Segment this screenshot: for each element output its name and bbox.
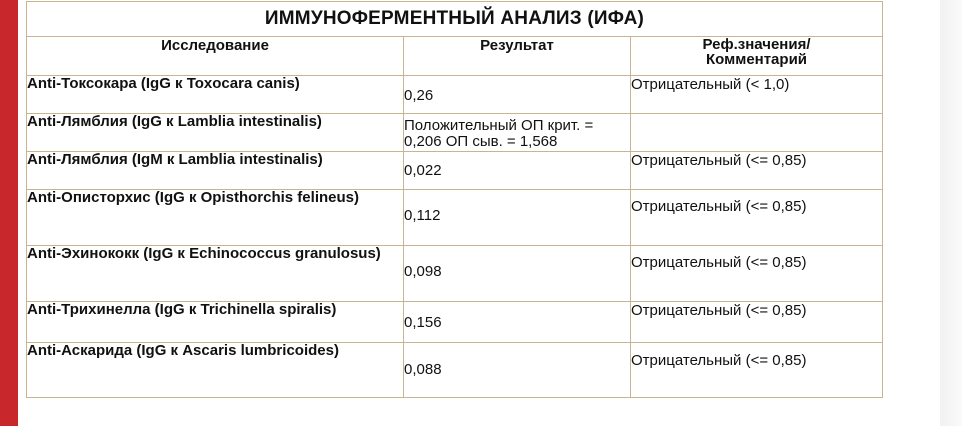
header-result: Результат — [404, 37, 631, 76]
header-reference-line2: Комментарий — [706, 51, 808, 68]
test-name: Anti-Лямблия (IgG к Lamblia intestinalis) — [27, 114, 404, 152]
reference-value — [631, 114, 883, 152]
table-row — [27, 302, 883, 343]
result-value: 0,088 — [404, 361, 442, 378]
test-name: Anti-Трихинелла (IgG к Trichinella spiralis) — [27, 302, 404, 343]
header-reference — [631, 37, 883, 76]
ifa-results-table — [26, 1, 883, 398]
result-value: 0,112 — [404, 207, 441, 224]
result-value: 0,098 — [404, 263, 442, 280]
test-name: Anti-Аскарида (IgG к Ascaris lumbricoides) — [27, 343, 404, 398]
header-test: Исследование — [27, 37, 404, 76]
ifa-results-panel — [26, 1, 882, 398]
reference-value: Отрицательный (<= 0,85) — [631, 254, 807, 271]
reference-value: Отрицательный (<= 0,85) — [631, 302, 883, 343]
reference-value: Отрицательный (< 1,0) — [631, 76, 883, 114]
test-name: Anti-Эхинококк (IgG к Echinococcus granulosus) — [27, 246, 404, 302]
reference-value: Отрицательный (<= 0,85) — [631, 152, 883, 190]
right-edge-shade — [940, 0, 962, 426]
result-value: 0,022 — [404, 162, 442, 179]
table-title: ИММУНОФЕРМЕНТНЫЙ АНАЛИЗ (ИФА) — [27, 2, 883, 37]
table-row — [27, 152, 883, 190]
table-row — [27, 76, 883, 114]
table-row — [27, 114, 883, 152]
table-row — [27, 190, 883, 246]
header-reference-line1: Реф.значения/ — [702, 36, 811, 53]
table-row — [27, 246, 883, 302]
result-value: Положительный ОП крит. = 0,206 ОП сыв. = 1,568 — [404, 117, 594, 150]
test-name: Anti-Лямблия (IgM к Lamblia intestinalis) — [27, 152, 404, 190]
test-name: Anti-Токсокара (IgG к Toxocara canis) — [27, 76, 404, 114]
result-value: 0,156 — [404, 314, 442, 331]
result-value: 0,26 — [404, 87, 434, 104]
reference-value: Отрицательный (<= 0,85) — [631, 198, 807, 215]
test-name: Anti-Описторхис (IgG к Opisthorchis felineus) — [27, 190, 404, 246]
reference-value: Отрицательный (<= 0,85) — [631, 352, 807, 369]
table-row — [27, 343, 883, 398]
red-side-bar — [0, 0, 18, 426]
